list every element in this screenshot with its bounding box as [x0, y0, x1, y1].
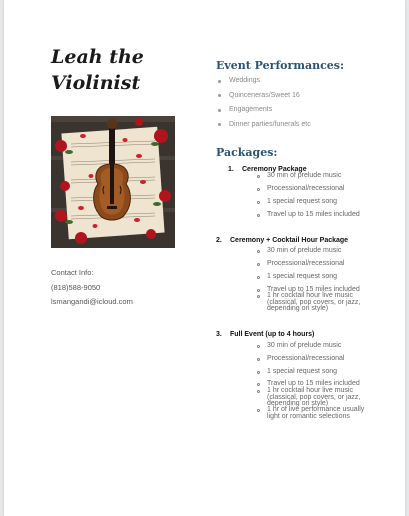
contact-phone: (818)588-9050: [51, 283, 101, 292]
packages-heading: Packages:: [216, 146, 278, 159]
package-item: 1 special request song: [256, 274, 367, 281]
package-name: Ceremony + Cocktail Hour Package: [230, 237, 349, 244]
package-item: 30 min of prelude music: [256, 343, 367, 350]
package-item: 1 hr cocktail hour live music (classical, pop covers, or jazz, depending on style): [256, 388, 367, 408]
package-item: 1 special request song: [256, 199, 367, 206]
package-item: Travel up to 15 miles included: [256, 287, 367, 294]
package-name: Ceremony Package: [242, 166, 307, 173]
package-item: Processional/recessional: [256, 261, 367, 268]
violin-photo: [51, 116, 175, 248]
violin-roses-image: [51, 116, 175, 248]
event-item: Quinceneras/Sweet 16: [216, 92, 311, 107]
package-number: 2.: [216, 237, 222, 244]
package-item: 30 min of prelude music: [256, 173, 367, 180]
package-item: Travel up to 15 miles included: [256, 212, 367, 219]
event-list: [216, 77, 311, 135]
package-item: 30 min of prelude music: [256, 248, 367, 255]
package-item: 1 special request song: [256, 369, 367, 376]
package-item: Processional/recessional: [256, 186, 367, 193]
package-3-title: [216, 331, 314, 338]
contact-label: Contact Info:: [51, 268, 94, 277]
page-title: Leah the Violinist: [51, 46, 144, 94]
package-item: 1 hr cocktail hour live music (classical, pop covers, or jazz, depending on style): [256, 293, 367, 313]
package-number: 1.: [228, 166, 234, 173]
package-name: Full Event (up to 4 hours): [230, 331, 315, 338]
package-item: Processional/recessional: [256, 356, 367, 363]
event-performances-heading: Event Performances:: [216, 59, 345, 72]
event-item: Dinner parties/funerals etc: [216, 121, 311, 136]
contact-email: lsmangandi@icloud.com: [51, 297, 133, 306]
package-item: 1 hr of live performance usually light or romantic selections: [256, 407, 367, 420]
event-item: Engagements: [216, 106, 311, 121]
document-page: [4, 0, 405, 516]
package-number: 3.: [216, 331, 222, 338]
package-2-title: [216, 237, 348, 244]
event-item: Weddings: [216, 77, 311, 92]
package-item: Travel up to 15 miles included: [256, 381, 367, 388]
